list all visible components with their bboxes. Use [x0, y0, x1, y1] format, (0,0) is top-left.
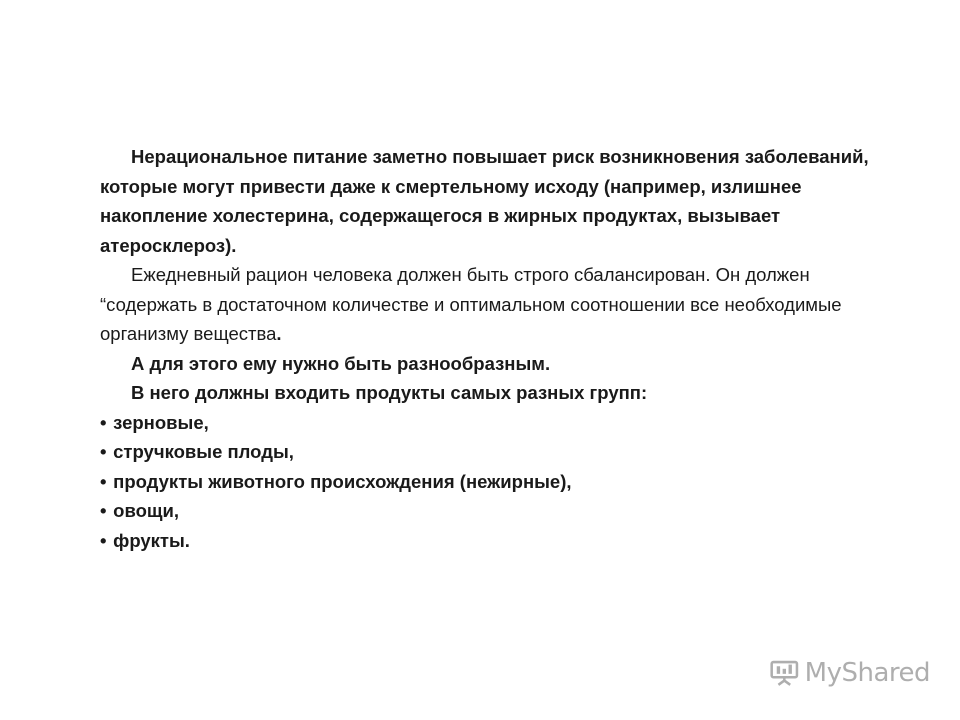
list-item-text: зерновые, [113, 411, 209, 433]
food-groups-list [100, 408, 870, 556]
list-item-text: стручковые плоды, [113, 441, 294, 462]
presentation-board-icon [770, 657, 799, 689]
slide-body [100, 142, 870, 555]
paragraph-daily-diet-period: . [276, 323, 282, 344]
list-item [100, 526, 870, 556]
paragraph-daily-diet [100, 260, 870, 349]
paragraph-variety: А для этого ему нужно быть разнообразным. [131, 352, 551, 374]
bullet-icon: • [100, 470, 107, 492]
paragraph-groups-intro: В него должны входить продукты самых разных групп: [131, 382, 648, 403]
list-item-text: продукты животного происхождения (нежирные), [113, 470, 572, 492]
list-item-text: фрукты. [113, 529, 190, 551]
paragraph-nutrition-risk: Нерациональное питание заметно повышает риск возникновения заболеваний, которые могут привести даже к смертельному исходу (например, излишнее накопление холестерина, содержащегося в жирных продуктах, вызывает атеросклероз). [100, 146, 869, 256]
bullet-icon: • [100, 441, 107, 462]
list-item-text: овощи, [113, 500, 179, 521]
list-item [100, 408, 870, 438]
list-item [100, 437, 870, 467]
paragraph-daily-diet-text: Ежедневный рацион человека должен быть строго сбалансирован. Он должен “содержать в достаточном количестве и оптимальном соотношении все необходимые организму вещества [100, 264, 842, 344]
bullet-icon: • [100, 500, 107, 521]
bullet-icon: • [100, 529, 107, 551]
list-item [100, 467, 870, 497]
watermark-text: MyShared [804, 658, 930, 688]
list-item [100, 496, 870, 526]
bullet-icon: • [100, 411, 107, 433]
myshared-watermark [770, 655, 930, 691]
